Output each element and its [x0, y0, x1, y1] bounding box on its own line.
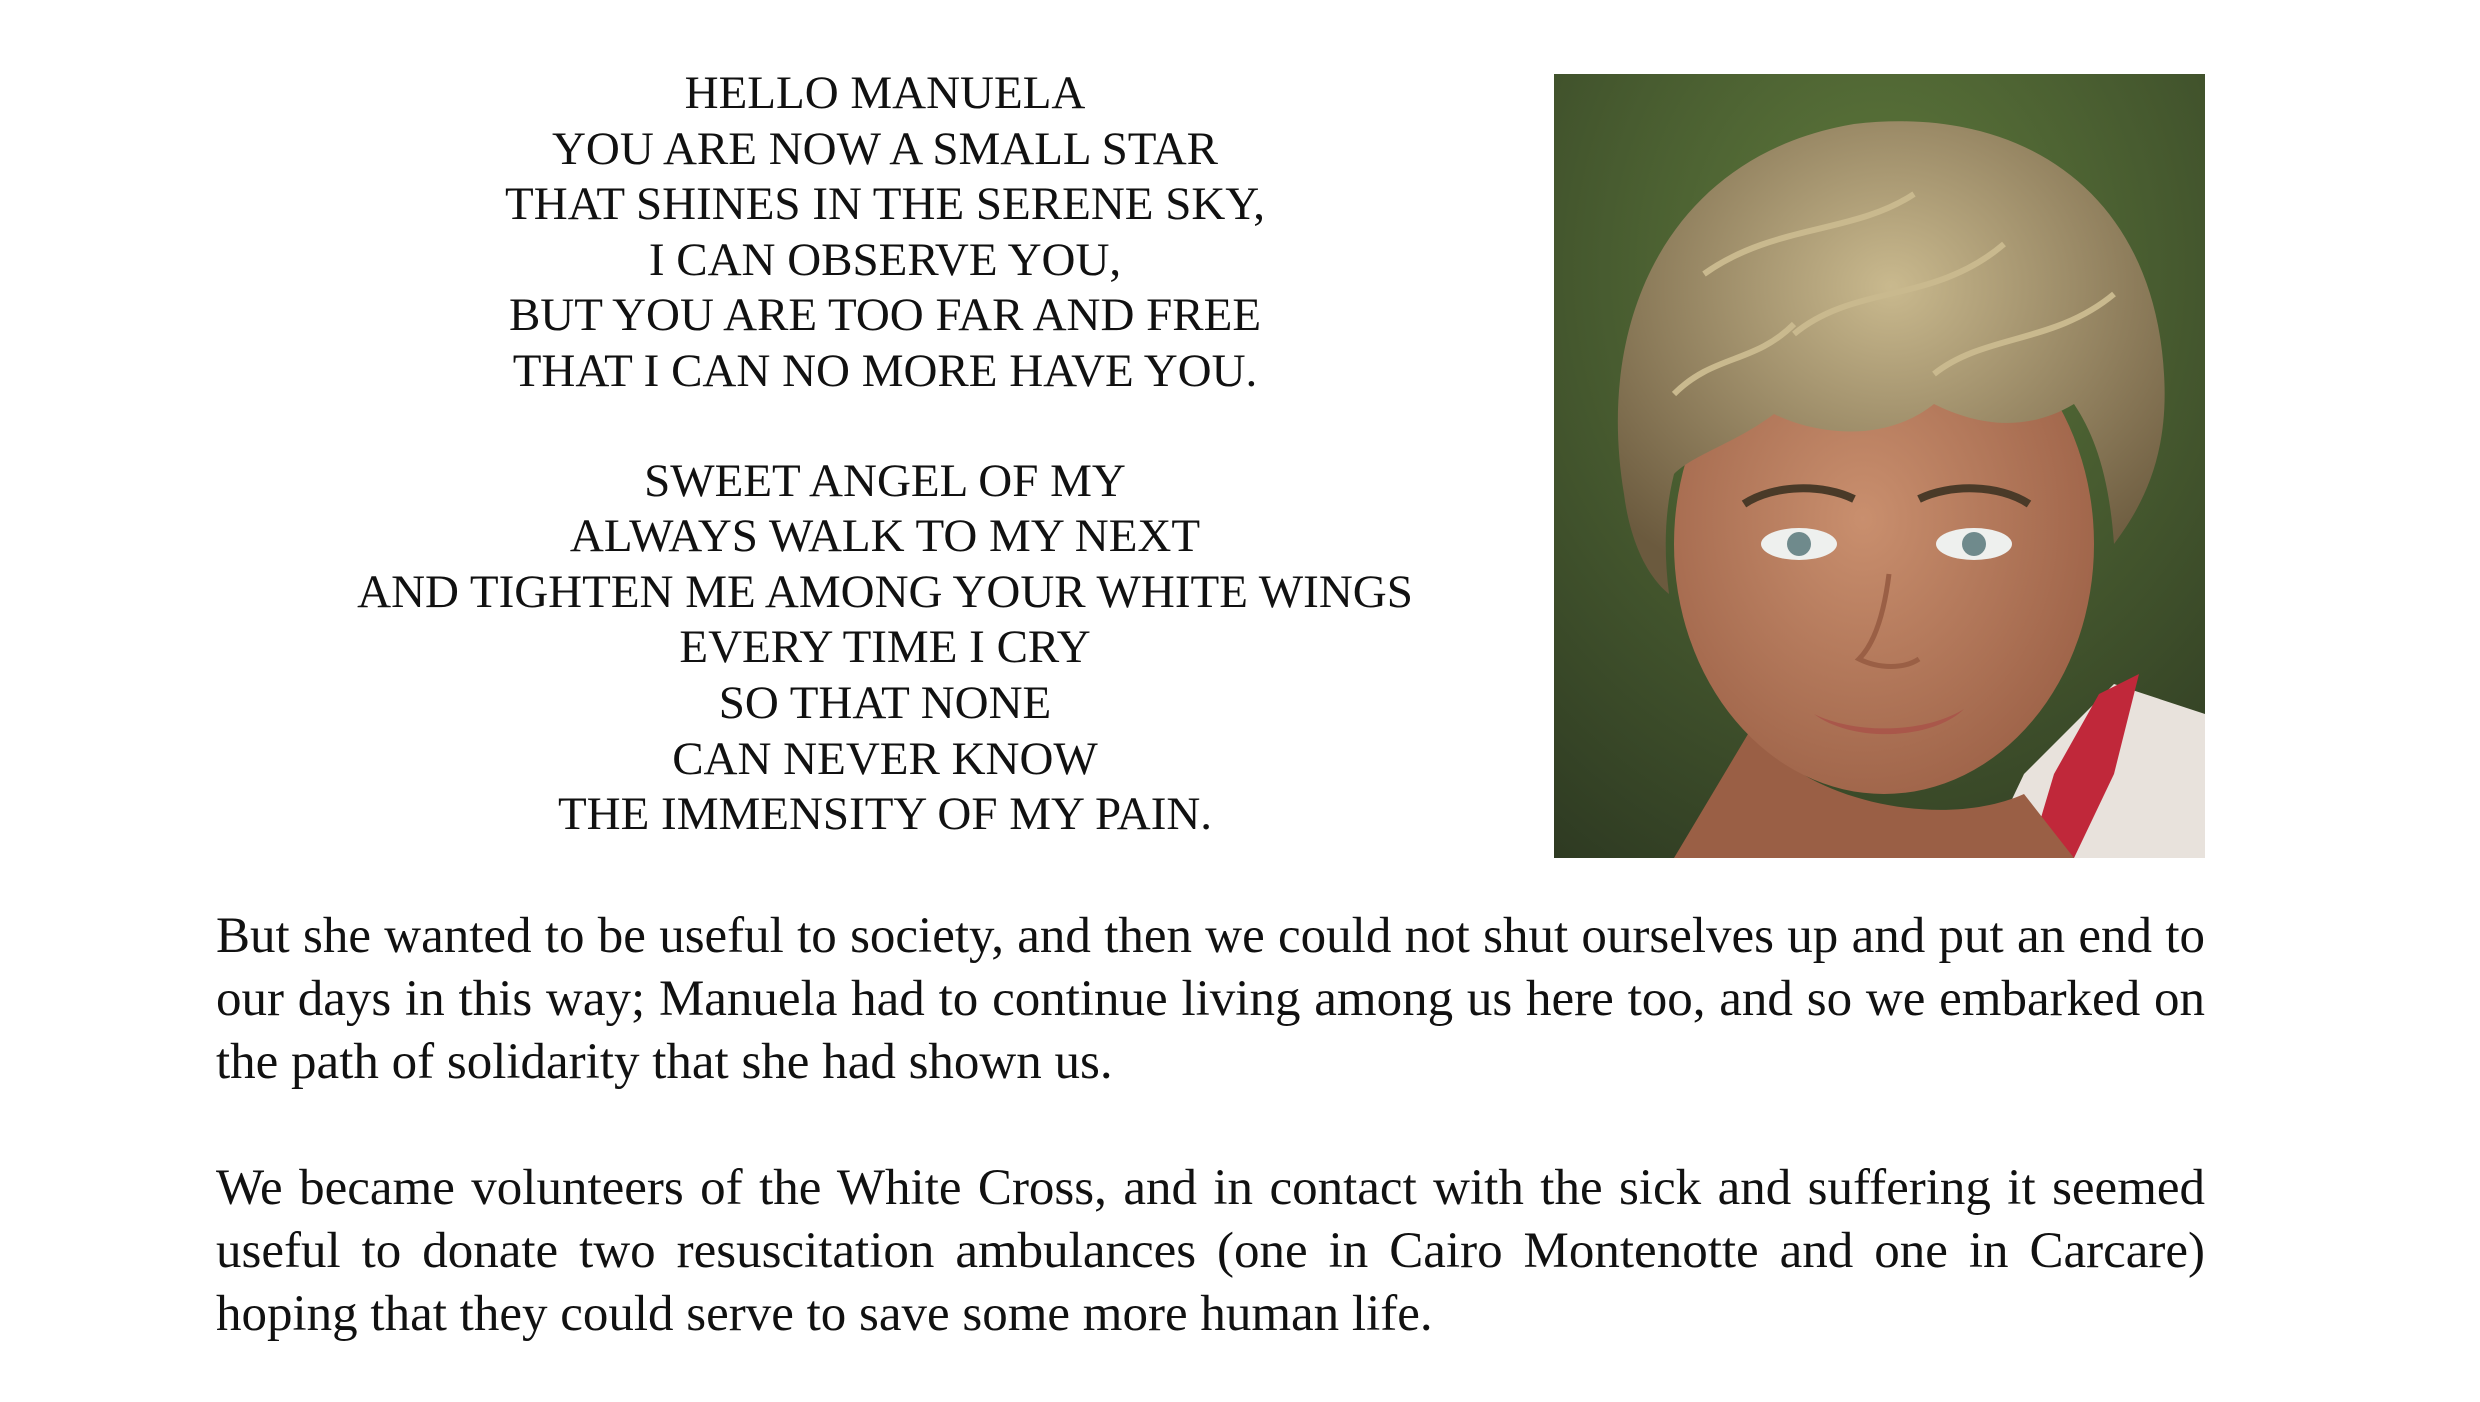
poem-line: THAT SHINES IN THE SERENE SKY, [505, 178, 1265, 231]
poem-line: HELLO MANUELA [684, 67, 1086, 119]
poem-line: SWEET ANGEL OF MY [644, 454, 1126, 507]
poem [320, 66, 1450, 843]
portrait-photo [1554, 74, 2205, 858]
poem-line: YOU ARE NOW A SMALL STAR [551, 122, 1219, 175]
poem-line: ALWAYS WALK TO MY NEXT [569, 510, 1201, 563]
poem-line: EVERY TIME I CRY [679, 621, 1091, 674]
right-iris [1962, 532, 1986, 556]
body-text [216, 905, 2205, 1346]
poem-stanza-2 [320, 454, 1450, 843]
poem-line: BUT YOU ARE TOO FAR AND FREE [508, 289, 1262, 342]
poem-line: CAN NEVER KNOW [672, 732, 1098, 785]
left-iris [1787, 532, 1811, 556]
portrait-photo-illustration [1554, 74, 2205, 858]
poem-line: I CAN OBSERVE YOU, [648, 233, 1122, 286]
poem-line: AND TIGHTEN ME AMONG YOUR WHITE WINGS [357, 565, 1413, 618]
poem-line: THE IMMENSITY OF MY PAIN. [557, 788, 1213, 841]
poem-stanza-1 [320, 66, 1450, 400]
poem-line: SO THAT NONE [718, 676, 1052, 729]
paragraph: But she wanted to be useful to society, and then we could not shut ourselves up and put an end to our days in this way; Manuela had to continue living among us here too, and so we embarked on the path of solidarity that she had shown us. [216, 908, 2205, 1090]
paragraph: We became volunteers of the White Cross, and in contact with the sick and suffering it seemed useful to donate two resuscitation ambulances (one in Cairo Montenotte and one in Carcare) hoping that they could serve to save some more human life. [216, 1160, 2205, 1342]
poem-line: THAT I CAN NO MORE HAVE YOU. [512, 344, 1258, 397]
